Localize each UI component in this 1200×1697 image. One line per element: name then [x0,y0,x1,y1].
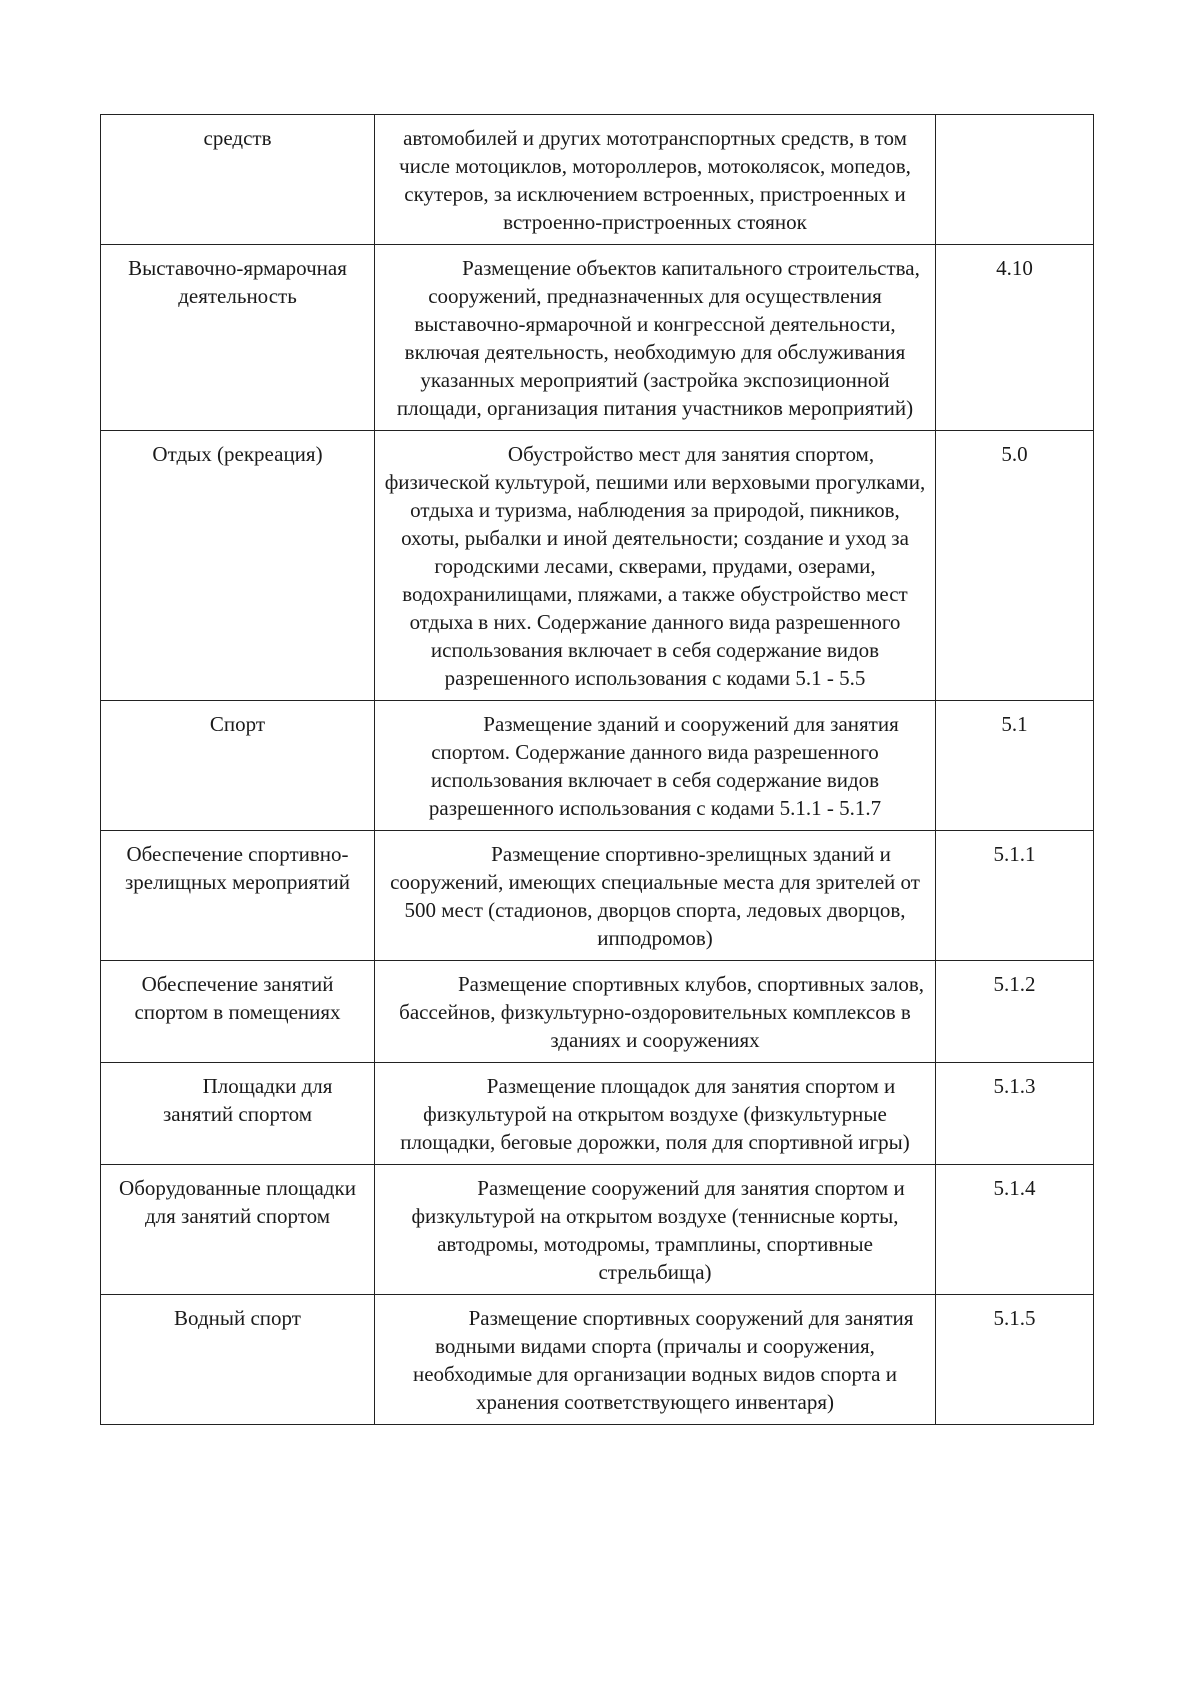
row-description: Размещение спортивно-зрелищных зданий и сооружений, имеющих специальные места для зрителей от 500 мест (стадионов, дворцов спорта, ледовых дворцов, ипподромов) [390,842,920,950]
row-description: Размещение площадок для занятия спортом и физкультурой на открытом воздухе (физкультурные площадки, беговые дорожки, поля для спортивной игры) [400,1074,910,1154]
row-name-cell [101,1165,375,1295]
row-description-cell [375,1165,936,1295]
land-use-table [100,114,1094,1425]
row-description-cell [375,115,936,245]
table-row [101,245,1094,431]
row-description-cell [375,831,936,961]
table-row [101,701,1094,831]
row-code-cell [936,245,1094,431]
row-name: Обеспечение спортивно-зрелищных мероприятий [124,842,350,894]
row-description: Размещение спортивных сооружений для занятия водными видами спорта (причалы и сооружения, необходимые для организации водных видов спорта и хранения соответствующего инвентаря) [413,1306,914,1414]
table-row [101,831,1094,961]
row-name: Спорт [209,712,266,736]
row-code: 4.10 [996,256,1033,280]
row-code: 5.1.4 [993,1176,1036,1200]
row-name-cell [101,831,375,961]
row-name-cell [101,1295,375,1425]
row-code: 5.1.5 [993,1306,1036,1330]
row-description: автомобилей и других мототранспортных средств, в том числе мотоциклов, мотороллеров, мотоколясок, мопедов, скутеров, за исключением встроенных, пристроенных и встроенно-пристроенных стоянок [399,126,911,234]
row-name: Выставочно-ярмарочная деятельность [128,256,347,308]
table-row [101,961,1094,1063]
row-name: Обеспечение занятий спортом в помещениях [134,972,341,1024]
row-code-cell [936,1165,1094,1295]
row-name-cell [101,431,375,701]
row-code-cell [936,701,1094,831]
row-description-cell [375,701,936,831]
table-row [101,431,1094,701]
table-row [101,1295,1094,1425]
row-name: Площадки для занятий спортом [163,1074,333,1126]
row-description-cell [375,245,936,431]
row-name-cell [101,961,375,1063]
row-code-cell [936,115,1094,245]
table-row [101,1165,1094,1295]
row-name: Водный спорт [174,1306,301,1330]
row-name: Оборудованные площадки для занятий спортом [119,1176,356,1228]
row-description: Размещение спортивных клубов, спортивных залов, бассейнов, физкультурно-оздоровительных комплексов в зданиях и сооружениях [399,972,925,1052]
row-description: Размещение сооружений для занятия спортом и физкультурой на открытом воздухе (теннисные корты, автодромы, мотодромы, трамплины, спортивные стрельбища) [411,1176,905,1284]
row-name-cell [101,115,375,245]
row-code: 5.1.3 [993,1074,1036,1098]
row-description: Размещение объектов капитального строительства, сооружений, предназначенных для осуществления выставочно-ярмарочной и конгрессной деятельности, включая деятельность, необходимую для обслуживания указанных мероприятий (застройка экспозиционной площади, организация питания участников мероприятий) [396,256,920,420]
table-row [101,115,1094,245]
row-code-cell [936,961,1094,1063]
row-description: Обустройство мест для занятия спортом, физической культурой, пешими или верховыми прогулками, отдыха и туризма, наблюдения за природой, пикников, охоты, рыбалки и иной деятельности; создание и уход за городскими лесами, скверами, прудами, озерами, водохранилищами, пляжами, а также обустройство мест отдыха в них. Содержание данного вида разрешенного использования включает в себя содержание видов разрешенного использования с кодами 5.1 - 5.5 [384,442,926,690]
row-description-cell [375,1063,936,1165]
row-code-cell [936,431,1094,701]
row-code: 5.0 [1001,442,1028,466]
row-code-cell [936,831,1094,961]
row-code: 5.1 [1001,712,1028,736]
row-description: Размещение зданий и сооружений для занятия спортом. Содержание данного вида разрешенного использования включает в себя содержание видов разрешенного использования с кодами 5.1.1 - 5.1.7 [428,712,899,820]
row-name-cell [101,701,375,831]
row-code: 5.1.2 [993,972,1036,996]
row-code-cell [936,1063,1094,1165]
row-name-cell [101,1063,375,1165]
row-description-cell [375,961,936,1063]
row-code-cell [936,1295,1094,1425]
row-description-cell [375,431,936,701]
row-code: 5.1.1 [993,842,1036,866]
row-name: Отдых (рекреация) [152,442,323,466]
row-name-cell [101,245,375,431]
row-name: средств [203,126,272,150]
row-description-cell [375,1295,936,1425]
table-row [101,1063,1094,1165]
